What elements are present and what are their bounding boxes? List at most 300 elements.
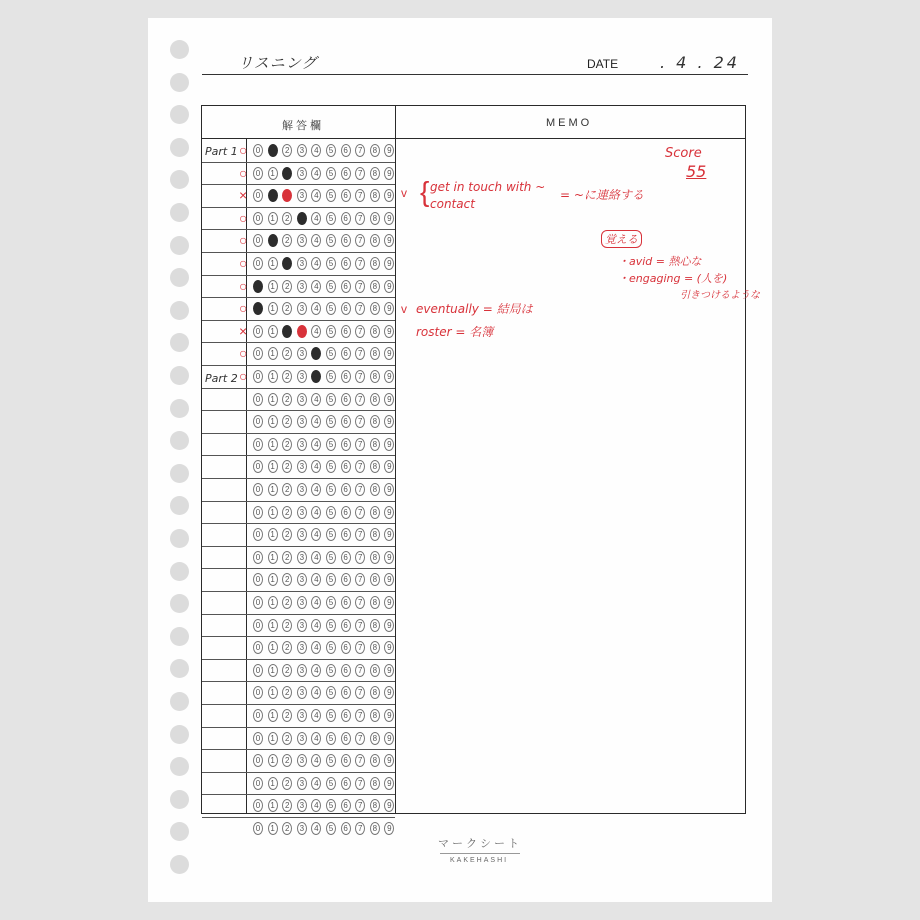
answer-bubble-7[interactable]: 7 (355, 347, 365, 360)
answer-bubble-8[interactable]: 8 (370, 234, 380, 247)
answer-bubble-7[interactable]: 7 (355, 732, 365, 745)
answer-bubble-3[interactable]: 3 (297, 415, 307, 428)
answer-bubble-0[interactable]: 0 (253, 506, 263, 519)
answer-bubble-2[interactable]: 2 (282, 732, 292, 745)
answer-bubble-8[interactable]: 8 (370, 144, 380, 157)
answer-bubble-7[interactable]: 7 (355, 438, 365, 451)
answer-bubble-5[interactable]: 5 (326, 393, 336, 406)
answer-bubble-1[interactable]: 1 (268, 551, 278, 564)
answer-bubble-1[interactable]: 1 (268, 325, 278, 338)
answer-bubble-7[interactable]: 7 (355, 777, 365, 790)
answer-bubble-4[interactable]: 4 (311, 551, 321, 564)
answer-bubble-1[interactable]: 1 (268, 393, 278, 406)
answer-bubble-5[interactable]: 5 (326, 596, 336, 609)
answer-bubble-0[interactable]: 0 (253, 234, 263, 247)
answer-bubble-2[interactable]: 2 (282, 822, 292, 835)
answer-bubble-3[interactable]: 3 (297, 212, 307, 225)
answer-bubble-1[interactable]: 1 (268, 754, 278, 767)
answer-bubble-0[interactable]: 0 (253, 144, 263, 157)
answer-bubble-4[interactable]: 4 (311, 709, 321, 722)
answer-bubble-2[interactable]: 2 (282, 325, 292, 338)
answer-bubble-0[interactable]: 0 (253, 415, 263, 428)
answer-bubble-1[interactable]: 1 (268, 664, 278, 677)
answer-bubble-3[interactable]: 3 (297, 596, 307, 609)
answer-bubble-3[interactable]: 3 (297, 325, 307, 338)
answer-bubble-6[interactable]: 6 (341, 664, 351, 677)
answer-bubble-6[interactable]: 6 (341, 370, 351, 383)
answer-bubble-4[interactable]: 4 (311, 777, 321, 790)
answer-bubble-2[interactable]: 2 (282, 280, 292, 293)
answer-bubble-3[interactable]: 3 (297, 686, 307, 699)
answer-bubble-2[interactable]: 2 (282, 347, 292, 360)
answer-bubble-7[interactable]: 7 (355, 641, 365, 654)
answer-bubble-8[interactable]: 8 (370, 822, 380, 835)
answer-bubble-3[interactable]: 3 (297, 506, 307, 519)
answer-bubble-4[interactable]: 4 (311, 732, 321, 745)
answer-bubble-8[interactable]: 8 (370, 506, 380, 519)
answer-bubble-6[interactable]: 6 (341, 257, 351, 270)
answer-bubble-4[interactable]: 4 (311, 754, 321, 767)
answer-bubble-9[interactable]: 9 (384, 664, 394, 677)
answer-bubble-4[interactable]: 4 (311, 460, 321, 473)
answer-bubble-7[interactable]: 7 (355, 619, 365, 632)
answer-bubble-5[interactable]: 5 (326, 664, 336, 677)
answer-bubble-8[interactable]: 8 (370, 619, 380, 632)
answer-bubble-7[interactable]: 7 (355, 280, 365, 293)
answer-bubble-4[interactable]: 4 (311, 167, 321, 180)
answer-bubble-9[interactable]: 9 (384, 686, 394, 699)
answer-bubble-2[interactable]: 2 (282, 257, 292, 270)
answer-bubble-4[interactable]: 4 (311, 234, 321, 247)
answer-bubble-4[interactable]: 4 (311, 257, 321, 270)
answer-bubble-3[interactable]: 3 (297, 257, 307, 270)
answer-bubble-8[interactable]: 8 (370, 596, 380, 609)
answer-bubble-9[interactable]: 9 (384, 234, 394, 247)
answer-bubble-0[interactable]: 0 (253, 167, 263, 180)
answer-bubble-0[interactable]: 0 (253, 732, 263, 745)
answer-bubble-1[interactable]: 1 (268, 573, 278, 586)
answer-bubble-6[interactable]: 6 (341, 686, 351, 699)
answer-bubble-1[interactable]: 1 (268, 280, 278, 293)
answer-bubble-9[interactable]: 9 (384, 551, 394, 564)
answer-bubble-0[interactable]: 0 (253, 212, 263, 225)
answer-bubble-7[interactable]: 7 (355, 573, 365, 586)
answer-bubble-5[interactable]: 5 (326, 754, 336, 767)
answer-bubble-8[interactable]: 8 (370, 709, 380, 722)
answer-bubble-8[interactable]: 8 (370, 415, 380, 428)
answer-bubble-5[interactable]: 5 (326, 506, 336, 519)
answer-bubble-7[interactable]: 7 (355, 325, 365, 338)
answer-bubble-4[interactable]: 4 (311, 280, 321, 293)
answer-bubble-0[interactable]: 0 (253, 393, 263, 406)
answer-bubble-8[interactable]: 8 (370, 257, 380, 270)
answer-bubble-0[interactable]: 0 (253, 302, 263, 315)
answer-bubble-8[interactable]: 8 (370, 754, 380, 767)
answer-bubble-8[interactable]: 8 (370, 189, 380, 202)
answer-bubble-9[interactable]: 9 (384, 777, 394, 790)
answer-bubble-6[interactable]: 6 (341, 596, 351, 609)
answer-bubble-5[interactable]: 5 (326, 573, 336, 586)
answer-bubble-4[interactable]: 4 (311, 212, 321, 225)
answer-bubble-3[interactable]: 3 (297, 777, 307, 790)
answer-bubble-9[interactable]: 9 (384, 709, 394, 722)
answer-bubble-9[interactable]: 9 (384, 370, 394, 383)
answer-bubble-2[interactable]: 2 (282, 686, 292, 699)
answer-bubble-2[interactable]: 2 (282, 415, 292, 428)
answer-bubble-3[interactable]: 3 (297, 370, 307, 383)
answer-bubble-7[interactable]: 7 (355, 799, 365, 812)
answer-bubble-9[interactable]: 9 (384, 167, 394, 180)
answer-bubble-2[interactable]: 2 (282, 777, 292, 790)
answer-bubble-5[interactable]: 5 (326, 144, 336, 157)
answer-bubble-9[interactable]: 9 (384, 415, 394, 428)
answer-bubble-9[interactable]: 9 (384, 483, 394, 496)
answer-bubble-7[interactable]: 7 (355, 460, 365, 473)
answer-bubble-6[interactable]: 6 (341, 438, 351, 451)
answer-bubble-8[interactable]: 8 (370, 280, 380, 293)
answer-bubble-8[interactable]: 8 (370, 664, 380, 677)
answer-bubble-3[interactable]: 3 (297, 460, 307, 473)
answer-bubble-4[interactable]: 4 (311, 189, 321, 202)
answer-bubble-6[interactable]: 6 (341, 212, 351, 225)
answer-bubble-1[interactable]: 1 (268, 641, 278, 654)
answer-bubble-8[interactable]: 8 (370, 460, 380, 473)
answer-bubble-2[interactable]: 2 (282, 641, 292, 654)
answer-bubble-1[interactable]: 1 (268, 777, 278, 790)
answer-bubble-5[interactable]: 5 (326, 822, 336, 835)
answer-bubble-6[interactable]: 6 (341, 506, 351, 519)
answer-bubble-8[interactable]: 8 (370, 551, 380, 564)
answer-bubble-5[interactable]: 5 (326, 302, 336, 315)
answer-bubble-5[interactable]: 5 (326, 347, 336, 360)
answer-bubble-7[interactable]: 7 (355, 754, 365, 767)
answer-bubble-4[interactable]: 4 (311, 799, 321, 812)
answer-bubble-1[interactable]: 1 (268, 415, 278, 428)
answer-bubble-9[interactable]: 9 (384, 144, 394, 157)
answer-bubble-7[interactable]: 7 (355, 528, 365, 541)
answer-bubble-8[interactable]: 8 (370, 370, 380, 383)
answer-bubble-4[interactable]: 4 (311, 506, 321, 519)
answer-bubble-0[interactable]: 0 (253, 641, 263, 654)
answer-bubble-6[interactable]: 6 (341, 234, 351, 247)
answer-bubble-8[interactable]: 8 (370, 438, 380, 451)
answer-bubble-7[interactable]: 7 (355, 302, 365, 315)
answer-bubble-1[interactable]: 1 (268, 619, 278, 632)
answer-bubble-1[interactable]: 1 (268, 822, 278, 835)
answer-bubble-6[interactable]: 6 (341, 302, 351, 315)
answer-bubble-1[interactable]: 1 (268, 799, 278, 812)
answer-bubble-6[interactable]: 6 (341, 573, 351, 586)
answer-bubble-1[interactable]: 1 (268, 234, 278, 247)
answer-bubble-3[interactable]: 3 (297, 573, 307, 586)
answer-bubble-2[interactable]: 2 (282, 573, 292, 586)
answer-bubble-8[interactable]: 8 (370, 686, 380, 699)
answer-bubble-8[interactable]: 8 (370, 573, 380, 586)
answer-bubble-5[interactable]: 5 (326, 234, 336, 247)
answer-bubble-0[interactable]: 0 (253, 754, 263, 767)
answer-bubble-0[interactable]: 0 (253, 325, 263, 338)
answer-bubble-2[interactable]: 2 (282, 393, 292, 406)
answer-bubble-5[interactable]: 5 (326, 483, 336, 496)
answer-bubble-8[interactable]: 8 (370, 732, 380, 745)
answer-bubble-3[interactable]: 3 (297, 189, 307, 202)
answer-bubble-9[interactable]: 9 (384, 347, 394, 360)
answer-bubble-7[interactable]: 7 (355, 596, 365, 609)
answer-bubble-7[interactable]: 7 (355, 212, 365, 225)
answer-bubble-0[interactable]: 0 (253, 573, 263, 586)
answer-bubble-0[interactable]: 0 (253, 438, 263, 451)
answer-bubble-3[interactable]: 3 (297, 483, 307, 496)
answer-bubble-7[interactable]: 7 (355, 189, 365, 202)
answer-bubble-1[interactable]: 1 (268, 370, 278, 383)
answer-bubble-6[interactable]: 6 (341, 483, 351, 496)
answer-bubble-7[interactable]: 7 (355, 709, 365, 722)
answer-bubble-6[interactable]: 6 (341, 822, 351, 835)
answer-bubble-1[interactable]: 1 (268, 506, 278, 519)
answer-bubble-2[interactable]: 2 (282, 619, 292, 632)
answer-bubble-0[interactable]: 0 (253, 664, 263, 677)
answer-bubble-9[interactable]: 9 (384, 822, 394, 835)
answer-bubble-4[interactable]: 4 (311, 370, 321, 383)
answer-bubble-6[interactable]: 6 (341, 167, 351, 180)
answer-bubble-7[interactable]: 7 (355, 257, 365, 270)
answer-bubble-0[interactable]: 0 (253, 347, 263, 360)
answer-bubble-6[interactable]: 6 (341, 754, 351, 767)
answer-bubble-5[interactable]: 5 (326, 167, 336, 180)
answer-bubble-5[interactable]: 5 (326, 370, 336, 383)
answer-bubble-8[interactable]: 8 (370, 167, 380, 180)
answer-bubble-2[interactable]: 2 (282, 302, 292, 315)
answer-bubble-2[interactable]: 2 (282, 189, 292, 202)
answer-bubble-1[interactable]: 1 (268, 686, 278, 699)
answer-bubble-2[interactable]: 2 (282, 596, 292, 609)
answer-bubble-1[interactable]: 1 (268, 257, 278, 270)
answer-bubble-6[interactable]: 6 (341, 619, 351, 632)
answer-bubble-0[interactable]: 0 (253, 483, 263, 496)
answer-bubble-6[interactable]: 6 (341, 641, 351, 654)
answer-bubble-5[interactable]: 5 (326, 415, 336, 428)
answer-bubble-9[interactable]: 9 (384, 506, 394, 519)
answer-bubble-7[interactable]: 7 (355, 551, 365, 564)
answer-bubble-9[interactable]: 9 (384, 799, 394, 812)
answer-bubble-9[interactable]: 9 (384, 732, 394, 745)
answer-bubble-3[interactable]: 3 (297, 438, 307, 451)
answer-bubble-6[interactable]: 6 (341, 347, 351, 360)
answer-bubble-2[interactable]: 2 (282, 483, 292, 496)
answer-bubble-5[interactable]: 5 (326, 528, 336, 541)
answer-bubble-0[interactable]: 0 (253, 709, 263, 722)
answer-bubble-9[interactable]: 9 (384, 754, 394, 767)
answer-bubble-3[interactable]: 3 (297, 167, 307, 180)
answer-bubble-3[interactable]: 3 (297, 822, 307, 835)
answer-bubble-7[interactable]: 7 (355, 370, 365, 383)
answer-bubble-7[interactable]: 7 (355, 483, 365, 496)
answer-bubble-1[interactable]: 1 (268, 144, 278, 157)
answer-bubble-1[interactable]: 1 (268, 189, 278, 202)
answer-bubble-8[interactable]: 8 (370, 212, 380, 225)
answer-bubble-1[interactable]: 1 (268, 596, 278, 609)
answer-bubble-2[interactable]: 2 (282, 799, 292, 812)
answer-bubble-2[interactable]: 2 (282, 460, 292, 473)
answer-bubble-6[interactable]: 6 (341, 415, 351, 428)
answer-bubble-4[interactable]: 4 (311, 393, 321, 406)
answer-bubble-3[interactable]: 3 (297, 528, 307, 541)
answer-bubble-0[interactable]: 0 (253, 257, 263, 270)
answer-bubble-2[interactable]: 2 (282, 212, 292, 225)
answer-bubble-4[interactable]: 4 (311, 483, 321, 496)
answer-bubble-4[interactable]: 4 (311, 573, 321, 586)
answer-bubble-8[interactable]: 8 (370, 799, 380, 812)
answer-bubble-5[interactable]: 5 (326, 709, 336, 722)
answer-bubble-4[interactable]: 4 (311, 822, 321, 835)
answer-bubble-3[interactable]: 3 (297, 234, 307, 247)
answer-bubble-4[interactable]: 4 (311, 325, 321, 338)
answer-bubble-1[interactable]: 1 (268, 167, 278, 180)
answer-bubble-6[interactable]: 6 (341, 189, 351, 202)
answer-bubble-0[interactable]: 0 (253, 799, 263, 812)
answer-bubble-3[interactable]: 3 (297, 302, 307, 315)
answer-bubble-5[interactable]: 5 (326, 460, 336, 473)
answer-bubble-3[interactable]: 3 (297, 664, 307, 677)
answer-bubble-9[interactable]: 9 (384, 325, 394, 338)
answer-bubble-2[interactable]: 2 (282, 709, 292, 722)
answer-bubble-9[interactable]: 9 (384, 641, 394, 654)
answer-bubble-0[interactable]: 0 (253, 460, 263, 473)
answer-bubble-5[interactable]: 5 (326, 325, 336, 338)
answer-bubble-2[interactable]: 2 (282, 754, 292, 767)
answer-bubble-6[interactable]: 6 (341, 144, 351, 157)
answer-bubble-5[interactable]: 5 (326, 189, 336, 202)
answer-bubble-6[interactable]: 6 (341, 460, 351, 473)
answer-bubble-1[interactable]: 1 (268, 212, 278, 225)
answer-bubble-3[interactable]: 3 (297, 641, 307, 654)
answer-bubble-0[interactable]: 0 (253, 777, 263, 790)
answer-bubble-1[interactable]: 1 (268, 709, 278, 722)
answer-bubble-3[interactable]: 3 (297, 551, 307, 564)
answer-bubble-1[interactable]: 1 (268, 347, 278, 360)
answer-bubble-9[interactable]: 9 (384, 212, 394, 225)
answer-bubble-0[interactable]: 0 (253, 189, 263, 202)
answer-bubble-2[interactable]: 2 (282, 234, 292, 247)
answer-bubble-7[interactable]: 7 (355, 415, 365, 428)
answer-bubble-4[interactable]: 4 (311, 686, 321, 699)
answer-bubble-8[interactable]: 8 (370, 302, 380, 315)
answer-bubble-9[interactable]: 9 (384, 528, 394, 541)
answer-bubble-1[interactable]: 1 (268, 483, 278, 496)
answer-bubble-6[interactable]: 6 (341, 709, 351, 722)
answer-bubble-5[interactable]: 5 (326, 641, 336, 654)
answer-bubble-4[interactable]: 4 (311, 528, 321, 541)
answer-bubble-5[interactable]: 5 (326, 257, 336, 270)
answer-bubble-4[interactable]: 4 (311, 619, 321, 632)
answer-bubble-3[interactable]: 3 (297, 347, 307, 360)
answer-bubble-4[interactable]: 4 (311, 302, 321, 315)
answer-bubble-9[interactable]: 9 (384, 573, 394, 586)
answer-bubble-9[interactable]: 9 (384, 189, 394, 202)
answer-bubble-5[interactable]: 5 (326, 551, 336, 564)
answer-bubble-2[interactable]: 2 (282, 506, 292, 519)
answer-bubble-8[interactable]: 8 (370, 641, 380, 654)
answer-bubble-7[interactable]: 7 (355, 234, 365, 247)
answer-bubble-0[interactable]: 0 (253, 280, 263, 293)
answer-bubble-9[interactable]: 9 (384, 619, 394, 632)
answer-bubble-3[interactable]: 3 (297, 754, 307, 767)
answer-bubble-9[interactable]: 9 (384, 257, 394, 270)
answer-bubble-3[interactable]: 3 (297, 144, 307, 157)
answer-bubble-0[interactable]: 0 (253, 822, 263, 835)
answer-bubble-3[interactable]: 3 (297, 799, 307, 812)
answer-bubble-7[interactable]: 7 (355, 822, 365, 835)
answer-bubble-0[interactable]: 0 (253, 370, 263, 383)
answer-bubble-4[interactable]: 4 (311, 438, 321, 451)
answer-bubble-3[interactable]: 3 (297, 709, 307, 722)
answer-bubble-5[interactable]: 5 (326, 799, 336, 812)
answer-bubble-0[interactable]: 0 (253, 619, 263, 632)
answer-bubble-6[interactable]: 6 (341, 777, 351, 790)
answer-bubble-2[interactable]: 2 (282, 370, 292, 383)
answer-bubble-8[interactable]: 8 (370, 393, 380, 406)
answer-bubble-1[interactable]: 1 (268, 460, 278, 473)
answer-bubble-4[interactable]: 4 (311, 664, 321, 677)
answer-bubble-1[interactable]: 1 (268, 528, 278, 541)
answer-bubble-6[interactable]: 6 (341, 799, 351, 812)
answer-bubble-1[interactable]: 1 (268, 302, 278, 315)
answer-bubble-5[interactable]: 5 (326, 212, 336, 225)
answer-bubble-4[interactable]: 4 (311, 596, 321, 609)
answer-bubble-9[interactable]: 9 (384, 302, 394, 315)
answer-bubble-0[interactable]: 0 (253, 686, 263, 699)
answer-bubble-3[interactable]: 3 (297, 280, 307, 293)
answer-bubble-1[interactable]: 1 (268, 732, 278, 745)
answer-bubble-6[interactable]: 6 (341, 551, 351, 564)
answer-bubble-4[interactable]: 4 (311, 144, 321, 157)
answer-bubble-9[interactable]: 9 (384, 596, 394, 609)
answer-bubble-5[interactable]: 5 (326, 686, 336, 699)
answer-bubble-4[interactable]: 4 (311, 415, 321, 428)
answer-bubble-9[interactable]: 9 (384, 460, 394, 473)
answer-bubble-8[interactable]: 8 (370, 483, 380, 496)
answer-bubble-3[interactable]: 3 (297, 393, 307, 406)
answer-bubble-8[interactable]: 8 (370, 777, 380, 790)
answer-bubble-6[interactable]: 6 (341, 528, 351, 541)
answer-bubble-5[interactable]: 5 (326, 619, 336, 632)
answer-bubble-6[interactable]: 6 (341, 732, 351, 745)
answer-bubble-0[interactable]: 0 (253, 596, 263, 609)
answer-bubble-7[interactable]: 7 (355, 686, 365, 699)
answer-bubble-9[interactable]: 9 (384, 393, 394, 406)
answer-bubble-1[interactable]: 1 (268, 438, 278, 451)
answer-bubble-4[interactable]: 4 (311, 347, 321, 360)
answer-bubble-6[interactable]: 6 (341, 393, 351, 406)
answer-bubble-3[interactable]: 3 (297, 619, 307, 632)
answer-bubble-7[interactable]: 7 (355, 506, 365, 519)
answer-bubble-6[interactable]: 6 (341, 280, 351, 293)
answer-bubble-5[interactable]: 5 (326, 280, 336, 293)
answer-bubble-2[interactable]: 2 (282, 528, 292, 541)
answer-bubble-2[interactable]: 2 (282, 144, 292, 157)
answer-bubble-2[interactable]: 2 (282, 551, 292, 564)
answer-bubble-2[interactable]: 2 (282, 438, 292, 451)
answer-bubble-2[interactable]: 2 (282, 167, 292, 180)
answer-bubble-7[interactable]: 7 (355, 167, 365, 180)
answer-bubble-8[interactable]: 8 (370, 347, 380, 360)
answer-bubble-5[interactable]: 5 (326, 438, 336, 451)
answer-bubble-4[interactable]: 4 (311, 641, 321, 654)
answer-bubble-7[interactable]: 7 (355, 664, 365, 677)
answer-bubble-5[interactable]: 5 (326, 732, 336, 745)
answer-bubble-3[interactable]: 3 (297, 732, 307, 745)
answer-bubble-9[interactable]: 9 (384, 280, 394, 293)
